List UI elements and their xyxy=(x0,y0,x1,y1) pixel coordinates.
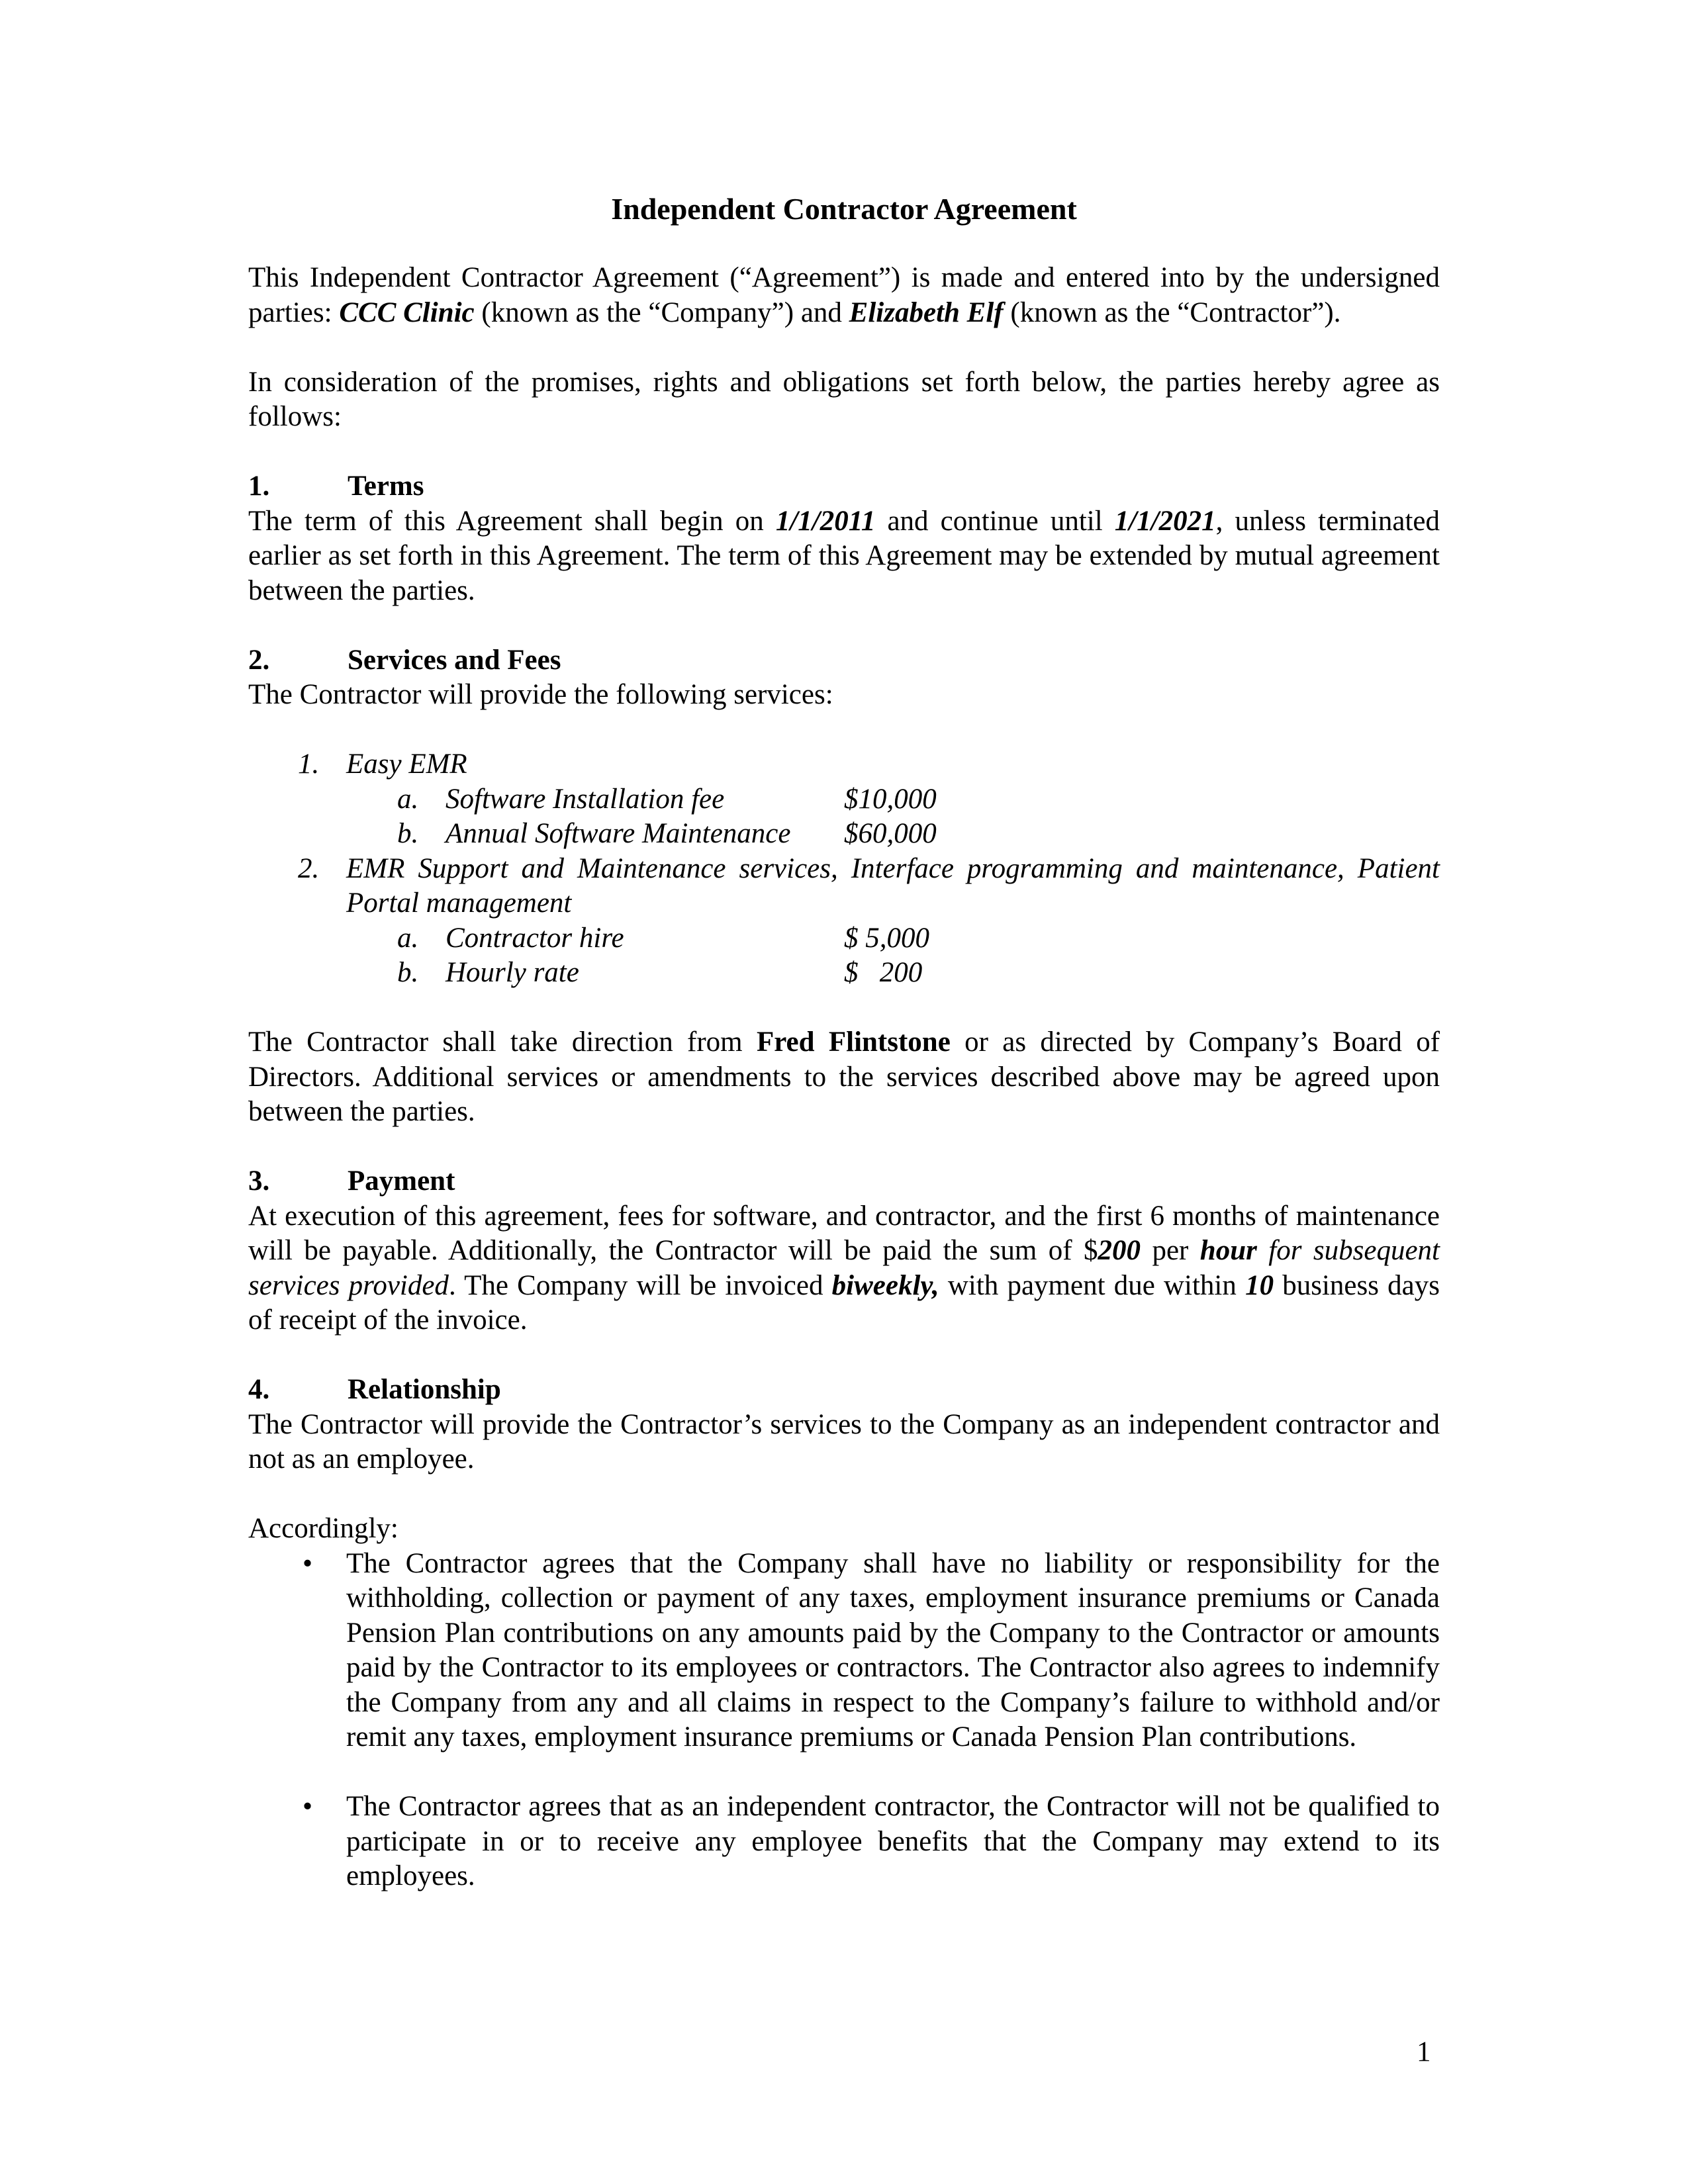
document-page xyxy=(248,192,1440,1894)
director-name: Fred Flintstone xyxy=(756,1026,951,1058)
document-title: Independent Contractor Agreement xyxy=(611,192,1077,226)
fee-amount: $ 5,000 xyxy=(844,922,929,954)
hourly-rate: 200 xyxy=(1098,1235,1141,1266)
bullet-icon: • xyxy=(303,1547,313,1579)
bullet-item: • The Contractor agrees that as an independent contractor, the Contractor will not be qualified to participate in or to receive any employee benefits that the Company may extend to its employees. xyxy=(303,1791,1440,1891)
end-date: 1/1/2021 xyxy=(1114,505,1216,537)
section-2-heading: 2. Services and Fees xyxy=(248,644,561,676)
service-fee-row: a. Software Installation fee $10,000 xyxy=(248,782,1440,817)
section-3-heading: 3. Payment xyxy=(248,1165,455,1197)
section-1-heading: 1. Terms xyxy=(248,471,424,502)
section-3-body: At execution of this agreement, fees for software, and contractor, and the first 6 months of maintenance will be payable. Additionally, the Contractor will be paid the sum of $200 per hour for subsequent services provided. The Company will be invoiced biweekly, with payment due within 10 business days of receipt of the invoice. xyxy=(248,1200,1440,1336)
start-date: 1/1/2011 xyxy=(775,505,876,537)
fee-amount: $ 200 xyxy=(844,957,923,988)
services-list xyxy=(248,747,1440,991)
intro-paragraph: This Independent Contractor Agreement (“Agreement”) is made and entered into by the undersigned parties: CCC Clinic (known as the “Company”) and Elizabeth Elf (known as the “Contractor”). xyxy=(248,262,1440,328)
payment-days: 10 xyxy=(1245,1269,1274,1301)
service-item: 2. EMR Support and Maintenance services, Interface programming and maintenance, Patient Portal management xyxy=(298,852,1440,919)
fee-amount: $10,000 xyxy=(844,783,937,815)
service-fee-row: a. Contractor hire $ 5,000 xyxy=(248,921,1440,956)
invoice-frequency: biweekly, xyxy=(831,1269,939,1301)
accordingly-label: Accordingly: xyxy=(248,1513,399,1544)
company-name: CCC Clinic xyxy=(339,296,475,328)
service-item: 1. Easy EMR xyxy=(298,749,467,780)
consideration-paragraph: In consideration of the promises, rights and obligations set forth below, the parties hereby agree as follows: xyxy=(248,366,1440,432)
bullet-icon: • xyxy=(303,1791,313,1822)
section-4-lead: The Contractor will provide the Contractor’s services to the Company as an independent contractor and not as an employee. xyxy=(248,1408,1440,1475)
service-fee-row: b. Hourly rate $ 200 xyxy=(248,956,1440,991)
service-fee-row: b. Annual Software Maintenance $60,000 xyxy=(248,817,1440,852)
fee-amount: $60,000 xyxy=(844,818,937,849)
bullet-item: • The Contractor agrees that the Company shall have no liability or responsibility for the withholding, collection or payment of any taxes, employment insurance premiums or Canada Pension Plan contributions on any amounts paid by the Company to the Contractor or amounts paid by the Contractor to its employees or contractors. The Contractor also agrees to indemnify the Company from any and all claims in respect to the Company’s failure to withhold and/or remit any taxes, employment insurance premiums or Canada Pension Plan contributions. xyxy=(303,1547,1440,1752)
section-4-heading: 4. Relationship xyxy=(248,1374,501,1405)
section-2-lead: The Contractor will provide the following services: xyxy=(248,679,833,710)
contractor-name: Elizabeth Elf xyxy=(849,296,1004,328)
section-1-body: The term of this Agreement shall begin on 1/1/2011 and continue until 1/1/2021, unless terminated earlier as set forth in this Agreement. The term of this Agreement may be extended by mutual agreement between the parties. xyxy=(248,505,1440,606)
page-number: 1 xyxy=(1417,2036,1431,2068)
direction-paragraph: The Contractor shall take direction from Fred Flintstone or as directed by Company’s Board of Directors. Additional services or amendments to the services described above may be agreed upon between the parties. xyxy=(248,1026,1440,1127)
